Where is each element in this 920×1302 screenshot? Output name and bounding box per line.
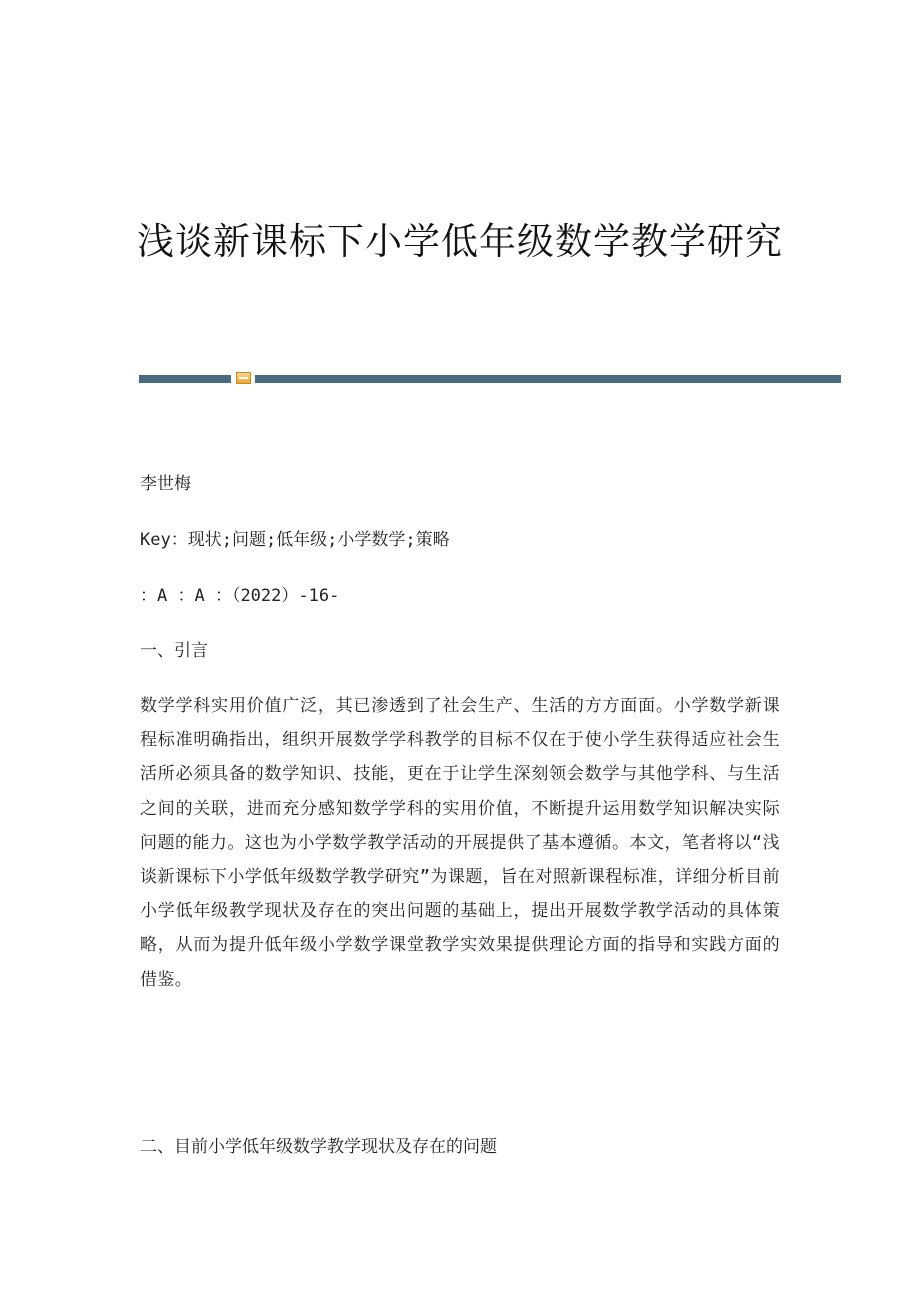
divider-bar-right bbox=[255, 375, 841, 383]
keywords-line: Key：现状;问题;低年级;小学数学;策略 bbox=[140, 530, 450, 550]
divider-bar-left bbox=[139, 375, 231, 383]
classification-line: ：A ：A ：（2022）-16- bbox=[140, 586, 340, 606]
divider-ornament-icon bbox=[236, 372, 251, 384]
section-heading-problems: 二、目前小学低年级数学教学现状及存在的问题 bbox=[140, 1137, 497, 1157]
document-title: 浅谈新课标下小学低年级数学教学研究 bbox=[137, 220, 783, 263]
intro-paragraph: 数学学科实用价值广泛，其已渗透到了社会生产、生活的方方面面。小学数学新课程标准明确指出，组织开展数学学科教学的目标不仅在于使小学生获得适应社会生活所必须具备的数学知识、技能，更在于让学生深刻领会数学与其他学科、与生活之间的关联，进而充分感知数学学科的实用价值，不断提升运用数学知识解决实际问题的能力。这也为小学数学教学活动的开展提供了基本遵循。本文，笔者将以“浅谈新课标下小学低年级数学教学研究”为课题，旨在对照新课程标准，详细分析目前小学低年级教学现状及存在的突出问题的基础上，提出开展数学教学活动的具体策略，从而为提升低年级小学数学课堂教学实效果提供理论方面的指导和实践方面的借鉴。 bbox=[140, 696, 780, 990]
author-name: 李世梅 bbox=[140, 474, 191, 494]
title-divider bbox=[0, 371, 920, 385]
section-heading-intro: 一、引言 bbox=[140, 641, 208, 661]
